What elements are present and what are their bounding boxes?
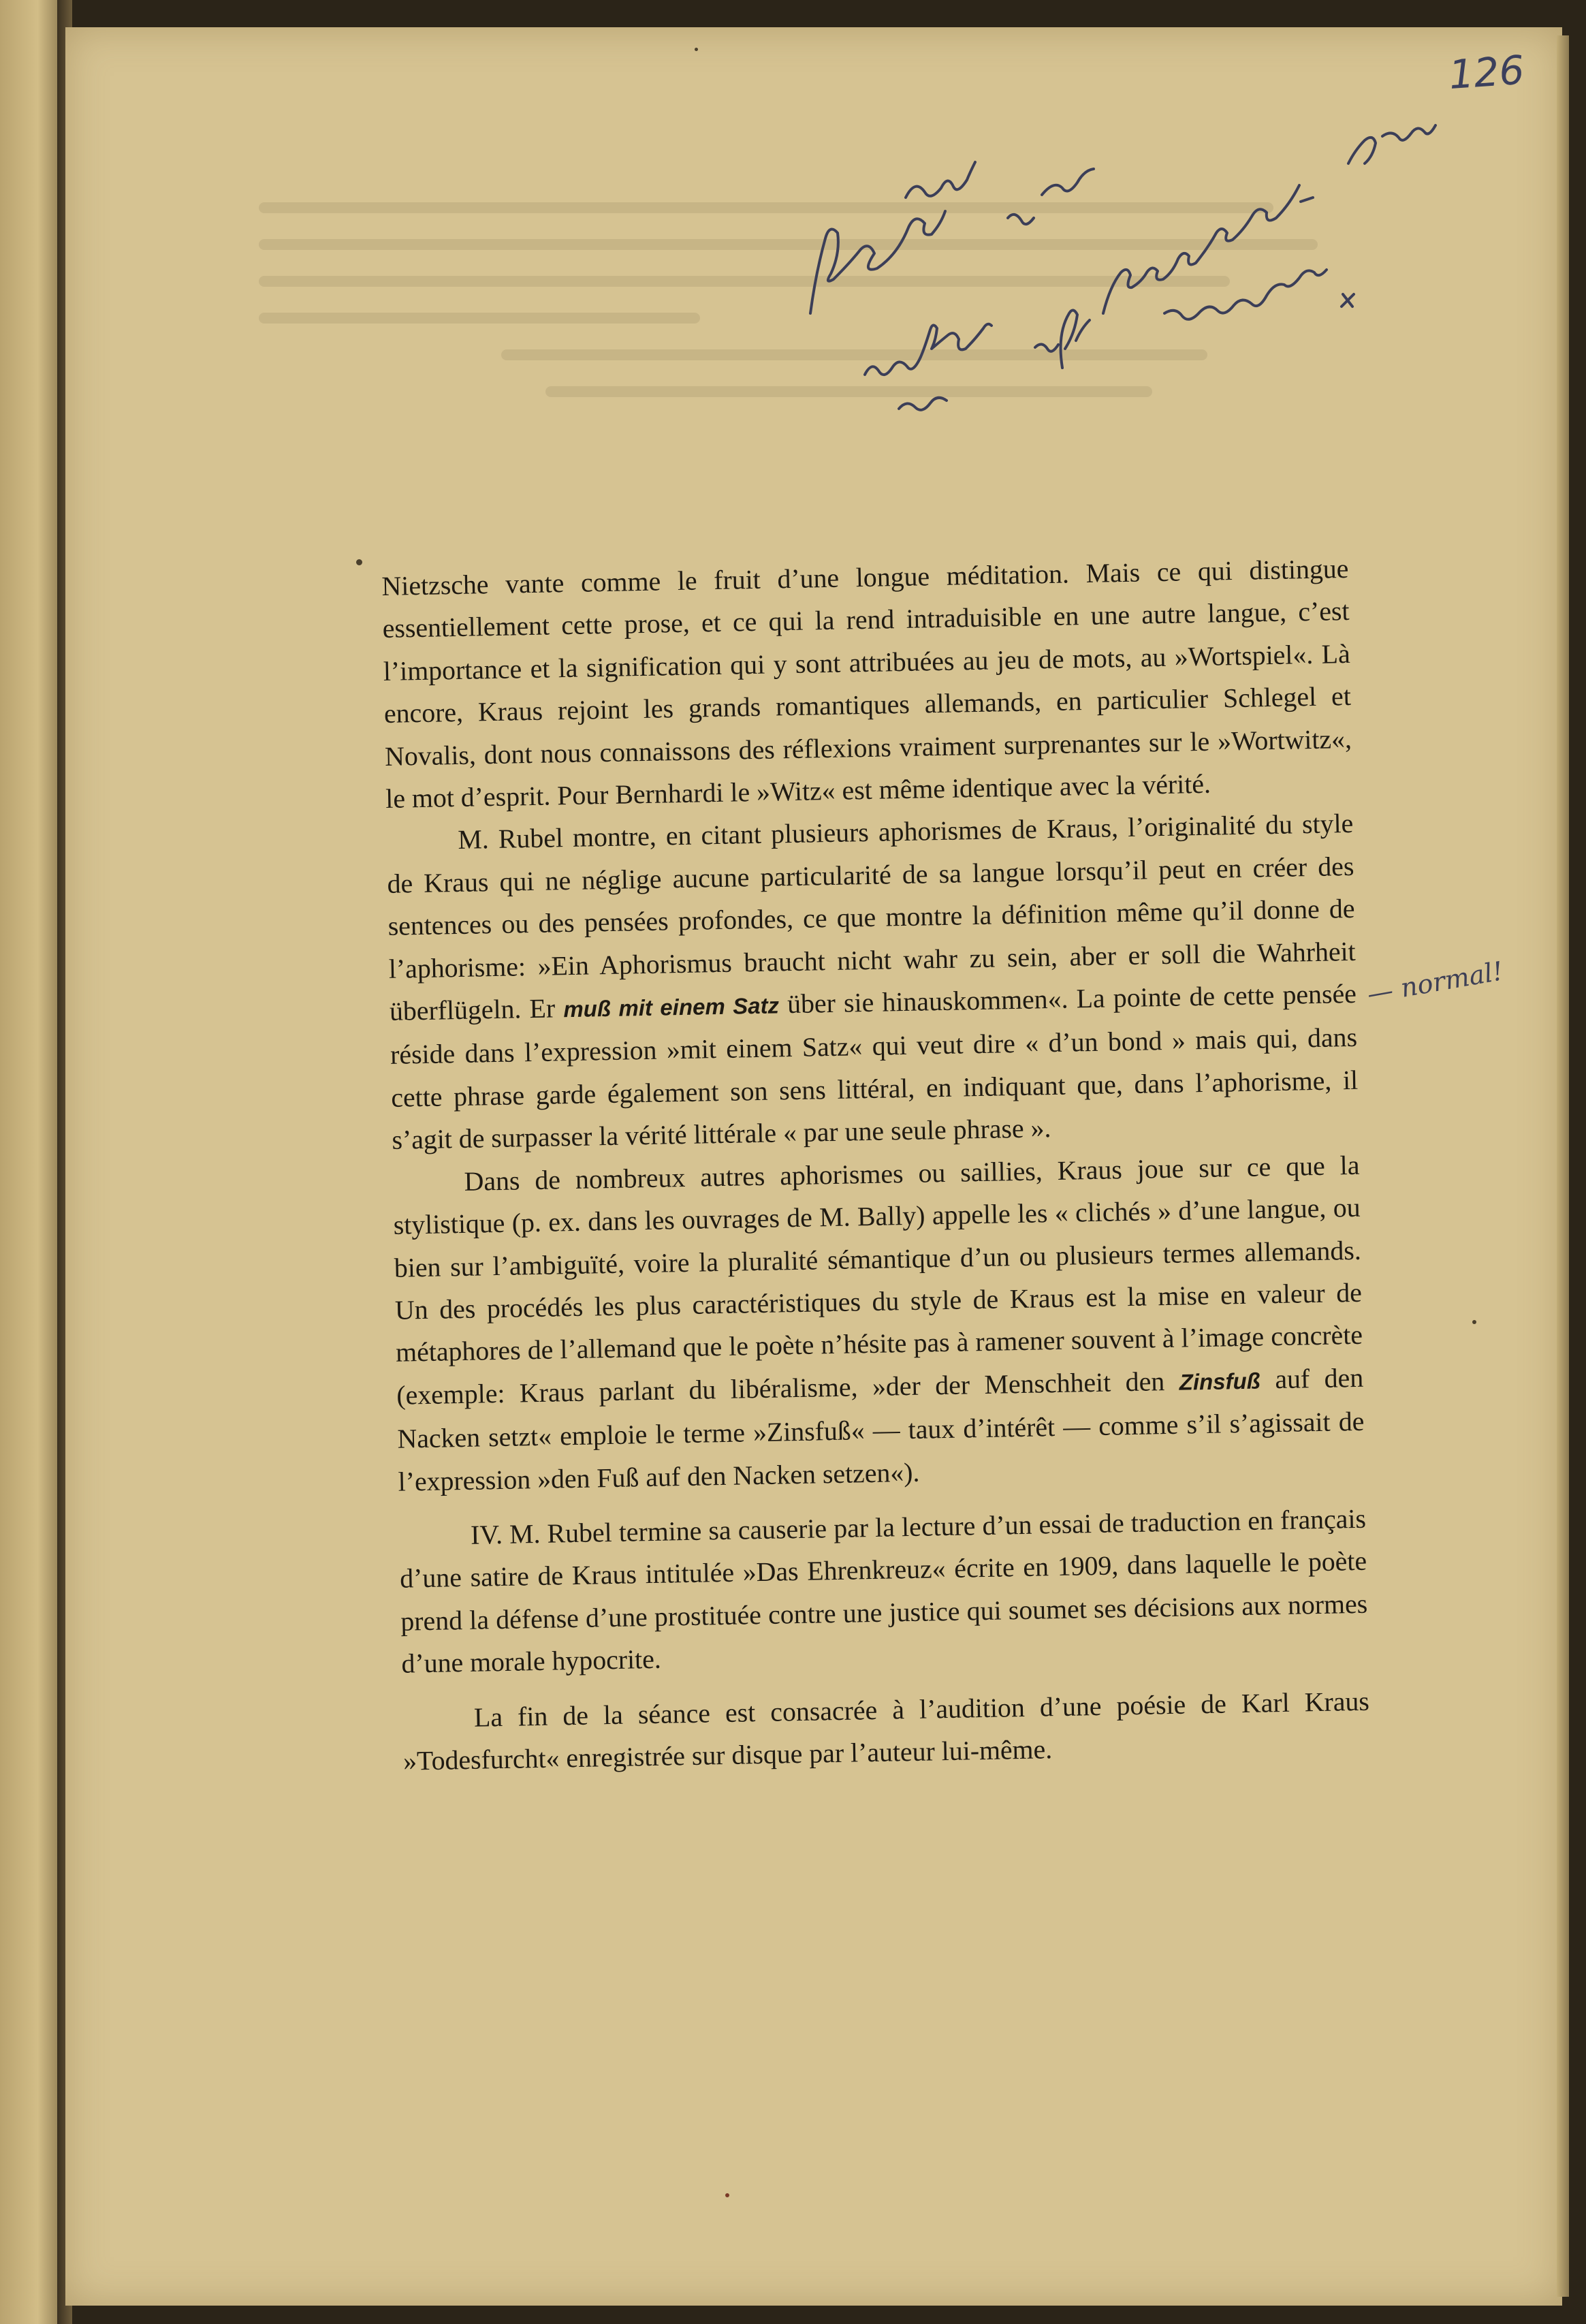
paragraph: [399, 1498, 1369, 1686]
paragraph-text: Nietzsche vante comme le fruit d’une longue méditation. Mais ce qui distingue essentiellement cette prose, et ce qui la rend intraduisible en une autre langue, c’est l’importance et la signification qui y sont attribuées au jeu de mots, au »Wortspiel«. Là encore, Kraus rejoint les grands romantiques allemands, en particulier Schlegel et Novalis, dont nous connaissons des réflexions vraiment surprenantes sur le »Wortwitz«, le mot d’esprit. Pour Bernhardi le »Witz« est même identique avec la vérité.: [381, 553, 1352, 814]
margin-note: — normal!: [1365, 956, 1506, 1009]
handwritten-page-number: 126: [1447, 46, 1526, 99]
paragraph-text: La fin de la séance est consacrée à l’audition d’une poésie de Karl Kraus »Todesfurcht« enregistrée sur disque par l’auteur lui-même.: [402, 1686, 1370, 1776]
page-stack-edge: [1557, 35, 1569, 2297]
paragraph-text: IV. M. Rubel termine sa causerie par la lecture d’un essai de traduction en français d’une satire de Kraus intitulée »Das Ehrenkreuz« écrite en 1909, dans laquelle le poète prend la défense d’une prostituée contre une justice qui soumet ses décisions aux normes d’une morale hypocrite.: [399, 1503, 1368, 1679]
ink-spot: [725, 2193, 729, 2197]
inserted-german-word: Zinsfuß: [1179, 1368, 1261, 1395]
paragraph: [402, 1680, 1370, 1783]
handwritten-annotation-scribble: [783, 95, 1464, 436]
paragraph: [392, 1144, 1365, 1503]
inserted-german-phrase: muß mit einem Satz: [563, 992, 780, 1022]
paragraph: [381, 548, 1353, 820]
ink-spot: [1472, 1320, 1476, 1324]
ink-spot: [695, 48, 698, 51]
paragraph-text: auf den Nacken setzt« emploie le terme »Zinsfuß« — taux d’intérêt — comme s’il s’agissait de l’expression »den Fuß auf den Nacken setzen«).: [397, 1362, 1365, 1497]
article-body: [381, 548, 1371, 1783]
previous-page-edge: [0, 0, 63, 2324]
handwritten-annotation: [783, 95, 1464, 436]
paragraph-text: Dans de nombreux autres aphorismes ou saillies, Kraus joue sur ce que la stylistique (p. ex. dans les ouvrages de M. Bally) appelle les « clichés » d’une langue, ou bien sur l’ambiguïté, voire la pluralité sémantique d’un ou plusieurs termes allemands. Un des procédés les plus caractéristiques du style de Kraus est la mise en valeur de métaphores de l’allemand que le poète n’hésite pas à ramener souvent à l’image concrète (exemple: Kraus parlant du libéralisme, »der der Menschheit den: [393, 1150, 1363, 1411]
paragraph-text: über sie hinauskommen«. La pointe de cette pensée réside dans l’expression »mit einem Satz« qui veut dire « d’un bond » mais qui, dans cette phrase garde également son sens littéral, en indiquant que, dans l’aphorisme, il s’agit de surpasser la vérité littérale « par une seule phrase ».: [390, 978, 1359, 1156]
paragraph-text: M. Rubel montre, en citant plusieurs aphorismes de Kraus, l’originalité du style de Kraus qui ne néglige aucune particularité de sa langue lorsqu’il peut en créer des sentences ou des pensées profondes, ce que montre la définition même qu’il donne de l’aphorisme: »Ein Aphorismus braucht nicht wahr zu sein, aber er soll die Wahrheit überflügeln. Er: [387, 808, 1357, 1026]
bleed-line: [259, 313, 700, 324]
ink-spot: [356, 559, 362, 565]
paragraph: [386, 802, 1359, 1161]
